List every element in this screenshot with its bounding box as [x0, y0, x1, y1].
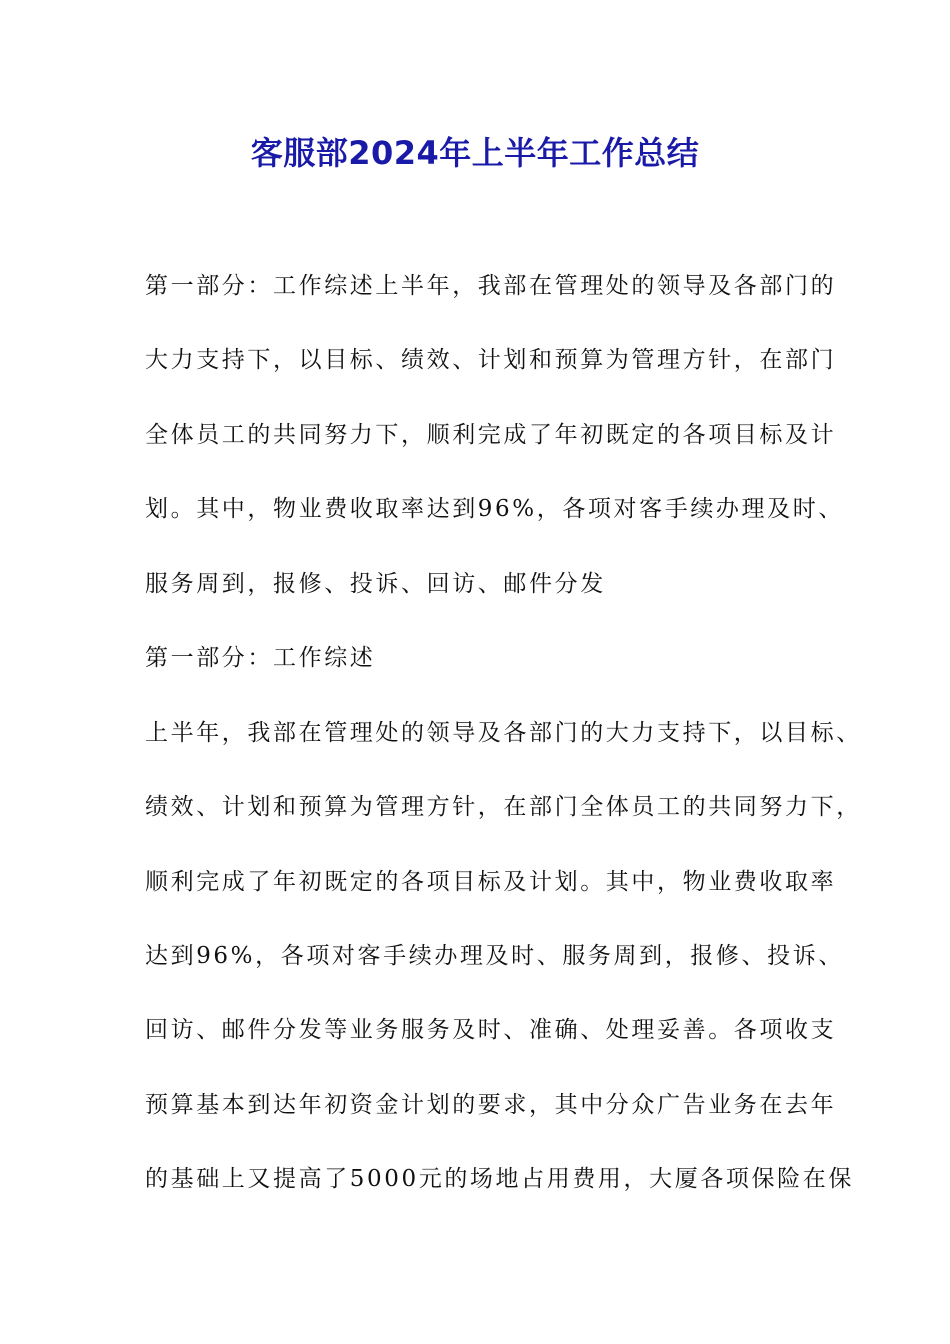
section-heading: 第一部分：工作综述 [145, 645, 376, 671]
body-line-13: 的基础上又提高了5000元的场地占用费用，大厦各项保险在保 [145, 1166, 854, 1192]
body-line-3: 全体员工的共同努力下，顺利完成了年初既定的各项目标及计 [145, 422, 837, 448]
body-line-9: 顺利完成了年初既定的各项目标及计划。其中，物业费收取率 [145, 869, 837, 895]
body-line-2: 大力支持下，以目标、绩效、计划和预算为管理方针，在部门 [145, 347, 837, 373]
body-line-1: 第一部分：工作综述上半年，我部在管理处的领导及各部门的 [145, 273, 837, 299]
body-line-12: 预算基本到达年初资金计划的要求，其中分众广告业务在去年 [145, 1092, 837, 1118]
body-line-8: 绩效、计划和预算为管理方针，在部门全体员工的共同努力下， [145, 794, 862, 820]
body-line-7: 上半年，我部在管理处的领导及各部门的大力支持下，以目标、 [145, 720, 862, 746]
document-title: 客服部2024年上半年工作总结 [250, 134, 700, 172]
body-line-5: 服务周到，报修、投诉、回访、邮件分发 [145, 571, 606, 597]
body-line-11: 回访、邮件分发等业务服务及时、准确、处理妥善。各项收支 [145, 1017, 837, 1043]
body-line-4: 划。其中，物业费收取率达到96%，各项对客手续办理及时、 [145, 496, 844, 522]
body-line-10: 达到96%，各项对客手续办理及时、服务周到，报修、投诉、 [145, 943, 844, 969]
